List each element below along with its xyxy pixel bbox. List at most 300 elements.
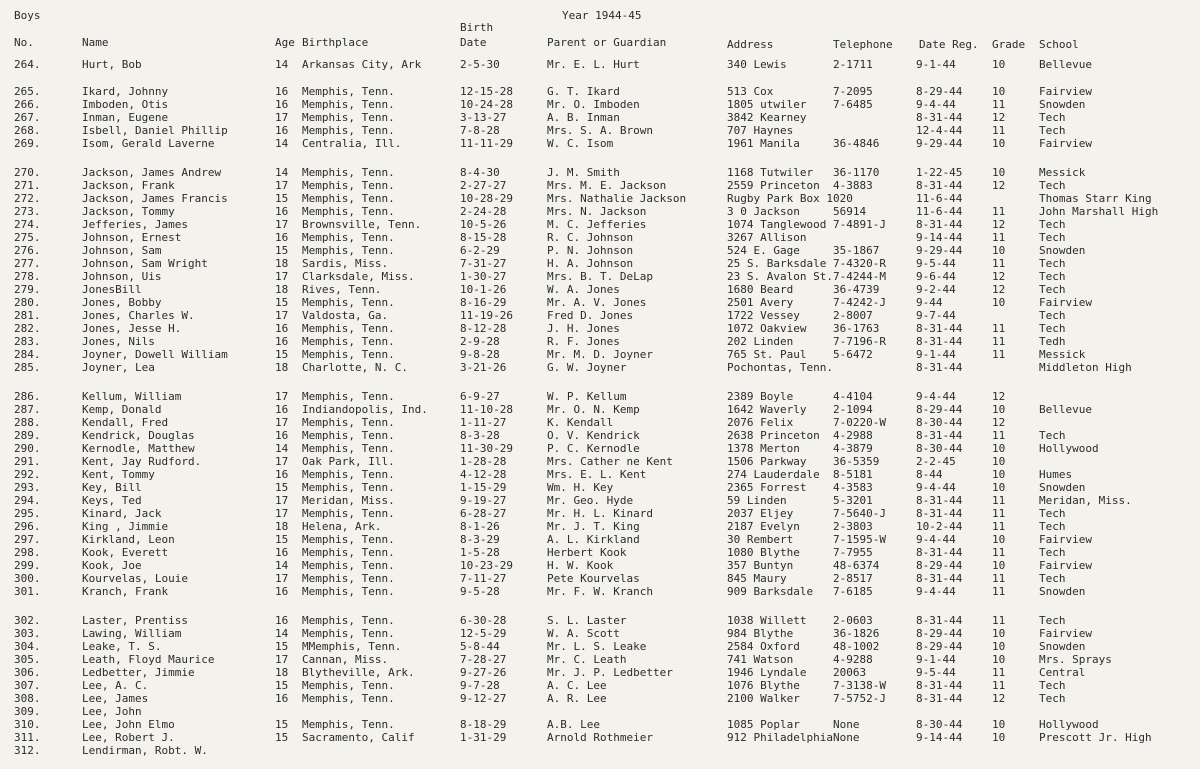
cell-age: 17 <box>275 111 289 124</box>
cell-school: Messick <box>1039 166 1086 179</box>
cell-address: 1168 Tutwiler <box>727 166 814 179</box>
cell-telephone: 4-2988 <box>833 429 873 442</box>
cell-parent: S. L. Laster <box>547 614 627 627</box>
cell-parent: Mr. Geo. Hyde <box>547 494 634 507</box>
cell-age: 14 <box>275 627 289 640</box>
col-no: No. <box>14 36 34 49</box>
cell-birthplace: Oak Park, Ill. <box>302 455 395 468</box>
cell-no: 286. <box>14 390 41 403</box>
cell-parent: Herbert Kook <box>547 546 627 559</box>
cell-school: Snowden <box>1039 640 1086 653</box>
cell-no: 281. <box>14 309 41 322</box>
year-title: Year 1944-45 <box>562 9 642 22</box>
cell-address: 3842 Kearney <box>727 111 807 124</box>
cell-address: 3267 Allison <box>727 231 807 244</box>
cell-telephone: 7-4244-M <box>833 270 886 283</box>
cell-parent: M. C. Jefferies <box>547 218 647 231</box>
cell-age: 17 <box>275 572 289 585</box>
cell-age: 16 <box>275 231 289 244</box>
cell-address: 1074 Tanglewood <box>727 218 827 231</box>
cell-date-reg: 8-31-44 <box>916 692 963 705</box>
cell-date-reg: 9-6-44 <box>916 270 956 283</box>
cell-birth-date: 6-28-27 <box>460 507 507 520</box>
cell-parent: G. W. Joyner <box>547 361 627 374</box>
cell-age: 18 <box>275 520 289 533</box>
cell-grade: 12 <box>992 283 1006 296</box>
cell-parent: Mr. O. Imboden <box>547 98 640 111</box>
cell-birth-date: 4-12-28 <box>460 468 507 481</box>
cell-grade: 11 <box>992 257 1006 270</box>
cell-school: Humes <box>1039 468 1073 481</box>
cell-birthplace: Memphis, Tenn. <box>302 85 395 98</box>
cell-no: 303. <box>14 627 41 640</box>
cell-grade: 10 <box>992 468 1006 481</box>
cell-parent: Arnold Rothmeier <box>547 731 653 744</box>
cell-parent: A.B. Lee <box>547 718 600 731</box>
cell-no: 278. <box>14 270 41 283</box>
cell-no: 289. <box>14 429 41 442</box>
cell-date-reg: 8-31-44 <box>916 179 963 192</box>
cell-telephone: 20063 <box>833 666 867 679</box>
cell-school: Hollywood <box>1039 718 1099 731</box>
cell-telephone: 4-3583 <box>833 481 873 494</box>
cell-no: 288. <box>14 416 41 429</box>
cell-name: Jones, Bobby <box>82 296 162 309</box>
cell-school: Tech <box>1039 309 1066 322</box>
cell-telephone: 48-6374 <box>833 559 880 572</box>
cell-birthplace: Rives, Tenn. <box>302 283 382 296</box>
cell-age: 16 <box>275 98 289 111</box>
cell-age: 15 <box>275 533 289 546</box>
cell-birth-date: 6-30-28 <box>460 614 507 627</box>
table-row <box>0 693 1200 706</box>
cell-birth-date: 10-28-29 <box>460 192 513 205</box>
cell-school: Hollywood <box>1039 442 1099 455</box>
cell-school: Tech <box>1039 270 1066 283</box>
cell-birth-date: 3-21-26 <box>460 361 507 374</box>
cell-age: 16 <box>275 322 289 335</box>
cell-birth-date: 8-3-28 <box>460 429 500 442</box>
cell-grade: 11 <box>992 666 1006 679</box>
cell-no: 277. <box>14 257 41 270</box>
cell-grade: 11 <box>992 348 1006 361</box>
col-address: Address <box>727 38 774 51</box>
cell-school: Thomas Starr King <box>1039 192 1152 205</box>
cell-birth-date: 9-5-28 <box>460 585 500 598</box>
cell-date-reg: 9-4-44 <box>916 98 956 111</box>
cell-school: Tech <box>1039 546 1066 559</box>
cell-telephone: 48-1002 <box>833 640 880 653</box>
cell-telephone: 2-8517 <box>833 572 873 585</box>
col-birth-date: Date <box>460 36 487 49</box>
cell-parent: Mr. A. V. Jones <box>547 296 647 309</box>
cell-name: Lawing, William <box>82 627 182 640</box>
cell-age: 16 <box>275 429 289 442</box>
cell-grade: 10 <box>992 731 1006 744</box>
cell-birth-date: 9-19-27 <box>460 494 507 507</box>
cell-school: Tech <box>1039 257 1066 270</box>
cell-name: Lee, Robert J. <box>82 731 175 744</box>
cell-no: 271. <box>14 179 41 192</box>
cell-no: 295. <box>14 507 41 520</box>
cell-birthplace: Indiandopolis, Ind. <box>302 403 428 416</box>
cell-birth-date: 2-5-30 <box>460 58 500 71</box>
cell-date-reg: 9-4-44 <box>916 585 956 598</box>
cell-age: 18 <box>275 361 289 374</box>
cell-birth-date: 10-5-26 <box>460 218 507 231</box>
cell-parent: O. V. Kendrick <box>547 429 640 442</box>
cell-telephone: 4-3879 <box>833 442 873 455</box>
cell-parent: Mrs. S. A. Brown <box>547 124 653 137</box>
col-grade: Grade <box>992 38 1026 51</box>
cell-school: Bellevue <box>1039 403 1092 416</box>
cell-name: Jones, Jesse H. <box>82 322 182 335</box>
cell-birth-date: 9-27-26 <box>460 666 507 679</box>
cell-telephone: 4-3883 <box>833 179 873 192</box>
cell-age: 14 <box>275 58 289 71</box>
cell-telephone: 7-1595-W <box>833 533 886 546</box>
cell-school: Mrs. Sprays <box>1039 653 1112 666</box>
cell-date-reg: 9-5-44 <box>916 666 956 679</box>
cell-age: 15 <box>275 296 289 309</box>
cell-telephone: 36-4846 <box>833 137 880 150</box>
cell-date-reg: 8-30-44 <box>916 442 963 455</box>
cell-age: 17 <box>275 179 289 192</box>
cell-parent: K. Kendall <box>547 416 614 429</box>
cell-no: 266. <box>14 98 41 111</box>
cell-parent: Mr. M. D. Joyner <box>547 348 653 361</box>
cell-no: 308. <box>14 692 41 705</box>
cell-age: 15 <box>275 481 289 494</box>
cell-grade: 11 <box>992 572 1006 585</box>
cell-grade: 10 <box>992 627 1006 640</box>
cell-name: Kook, Everett <box>82 546 169 559</box>
cell-grade: 10 <box>992 640 1006 653</box>
cell-school: Fairview <box>1039 85 1092 98</box>
cell-date-reg: 9-14-44 <box>916 731 963 744</box>
cell-no: 270. <box>14 166 41 179</box>
cell-no: 272. <box>14 192 41 205</box>
cell-address: 2559 Princeton <box>727 179 820 192</box>
cell-birthplace: Memphis, Tenn. <box>302 244 395 257</box>
cell-birthplace: Memphis, Tenn. <box>302 572 395 585</box>
cell-name: Kirkland, Leon <box>82 533 175 546</box>
cell-birth-date: 10-23-29 <box>460 559 513 572</box>
cell-name: Jackson, Frank <box>82 179 175 192</box>
cell-no: 300. <box>14 572 41 585</box>
cell-parent: G. T. Ikard <box>547 85 620 98</box>
cell-school: Messick <box>1039 348 1086 361</box>
cell-name: Laster, Prentiss <box>82 614 188 627</box>
cell-birthplace: Memphis, Tenn. <box>302 614 395 627</box>
cell-birthplace: Memphis, Tenn. <box>302 124 395 137</box>
cell-no: 294. <box>14 494 41 507</box>
cell-name: JonesBill <box>82 283 142 296</box>
cell-name: Joyner, Dowell William <box>82 348 228 361</box>
cell-age: 18 <box>275 283 289 296</box>
cell-grade: 12 <box>992 692 1006 705</box>
cell-grade: 10 <box>992 58 1006 71</box>
cell-parent: A. C. Lee <box>547 679 607 692</box>
cell-birth-date: 11-19-26 <box>460 309 513 322</box>
cell-birthplace: Memphis, Tenn. <box>302 442 395 455</box>
cell-grade: 11 <box>992 614 1006 627</box>
cell-telephone: 7-6185 <box>833 585 873 598</box>
cell-telephone: 35-1867 <box>833 244 880 257</box>
cell-telephone: 7-5752-J <box>833 692 886 705</box>
cell-grade: 10 <box>992 653 1006 666</box>
cell-name: Kent, Tommy <box>82 468 155 481</box>
cell-date-reg: 11-6-44 <box>916 192 963 205</box>
cell-no: 269. <box>14 137 41 150</box>
table-row <box>0 362 1200 375</box>
cell-age: 16 <box>275 85 289 98</box>
cell-birth-date: 8-16-29 <box>460 296 507 309</box>
cell-no: 299. <box>14 559 41 572</box>
cell-birthplace: Helena, Ark. <box>302 520 382 533</box>
cell-birthplace: Memphis, Tenn. <box>302 205 395 218</box>
cell-no: 310. <box>14 718 41 731</box>
cell-age: 16 <box>275 614 289 627</box>
cell-age: 16 <box>275 585 289 598</box>
cell-parent: Mrs. E. L. Kent <box>547 468 647 481</box>
cell-school: Fairview <box>1039 559 1092 572</box>
cell-date-reg: 9-2-44 <box>916 283 956 296</box>
cell-birth-date: 8-3-29 <box>460 533 500 546</box>
cell-school: Tech <box>1039 572 1066 585</box>
cell-school: Fairview <box>1039 137 1092 150</box>
cell-age: 14 <box>275 166 289 179</box>
cell-birth-date: 8-4-30 <box>460 166 500 179</box>
cell-no: 306. <box>14 666 41 679</box>
cell-no: 285. <box>14 361 41 374</box>
cell-telephone: 7-5640-J <box>833 507 886 520</box>
cell-grade: 11 <box>992 335 1006 348</box>
cell-grade: 11 <box>992 429 1006 442</box>
cell-birthplace: Memphis, Tenn. <box>302 546 395 559</box>
cell-parent: W. P. Kellum <box>547 390 627 403</box>
cell-grade: 10 <box>992 442 1006 455</box>
cell-parent: Mr. L. S. Leake <box>547 640 647 653</box>
cell-date-reg: 9-4-44 <box>916 533 956 546</box>
cell-address: 274 Lauderdale <box>727 468 820 481</box>
cell-name: Kemp, Donald <box>82 403 162 416</box>
cell-grade: 10 <box>992 559 1006 572</box>
cell-name: Kook, Joe <box>82 559 142 572</box>
cell-school: Bellevue <box>1039 58 1092 71</box>
cell-school: Snowden <box>1039 244 1086 257</box>
cell-name: Kernodle, Matthew <box>82 442 195 455</box>
cell-name: Inman, Eugene <box>82 111 169 124</box>
cell-date-reg: 8-31-44 <box>916 572 963 585</box>
cell-name: Jones, Charles W. <box>82 309 195 322</box>
cell-date-reg: 8-29-44 <box>916 627 963 640</box>
cell-no: 264. <box>14 58 41 71</box>
cell-telephone: 36-1826 <box>833 627 880 640</box>
cell-birth-date: 8-1-26 <box>460 520 500 533</box>
cell-no: 284. <box>14 348 41 361</box>
cell-date-reg: 8-31-44 <box>916 614 963 627</box>
cell-date-reg: 8-31-44 <box>916 494 963 507</box>
cell-date-reg: 8-31-44 <box>916 335 963 348</box>
cell-birthplace: Charlotte, N. C. <box>302 361 408 374</box>
cell-address: 909 Barksdale <box>727 585 814 598</box>
cell-parent: A. L. Kirkland <box>547 533 640 546</box>
cell-birth-date: 5-8-44 <box>460 640 500 653</box>
cell-birth-date: 11-11-29 <box>460 137 513 150</box>
cell-birthplace: Centralia, Ill. <box>302 137 402 150</box>
cell-address: 513 Cox <box>727 85 774 98</box>
cell-date-reg: 9-1-44 <box>916 58 956 71</box>
cell-address: 845 Maury <box>727 572 787 585</box>
cell-no: 312. <box>14 744 41 757</box>
cell-telephone: 7-4242-J <box>833 296 886 309</box>
cell-address: 2187 Evelyn <box>727 520 800 533</box>
cell-telephone: None <box>833 731 860 744</box>
cell-birth-date: 9-7-28 <box>460 679 500 692</box>
cell-grade: 11 <box>992 679 1006 692</box>
cell-no: 287. <box>14 403 41 416</box>
cell-school: Tech <box>1039 322 1066 335</box>
cell-birth-date: 1-15-29 <box>460 481 507 494</box>
cell-no: 292. <box>14 468 41 481</box>
cell-no: 279. <box>14 283 41 296</box>
cell-name: Lee, James <box>82 692 149 705</box>
cell-telephone: 7-7955 <box>833 546 873 559</box>
cell-school: Fairview <box>1039 296 1092 309</box>
cell-name: Jackson, James Francis <box>82 192 228 205</box>
cell-date-reg: 9-29-44 <box>916 244 963 257</box>
cell-parent: P. N. Johnson <box>547 244 634 257</box>
cell-no: 276. <box>14 244 41 257</box>
cell-no: 290. <box>14 442 41 455</box>
cell-parent: Pete Kourvelas <box>547 572 640 585</box>
cell-parent: Mr. F. W. Kranch <box>547 585 653 598</box>
cell-birth-date: 2-24-28 <box>460 205 507 218</box>
cell-grade: 11 <box>992 98 1006 111</box>
cell-parent: H. W. Kook <box>547 559 614 572</box>
cell-telephone: 2-1094 <box>833 403 873 416</box>
cell-name: Kinard, Jack <box>82 507 162 520</box>
cell-birth-date: 1-28-28 <box>460 455 507 468</box>
cell-birthplace: Memphis, Tenn. <box>302 627 395 640</box>
cell-grade: 10 <box>992 718 1006 731</box>
cell-birthplace: Sardis, Miss. <box>302 257 389 270</box>
cell-birthplace: Memphis, Tenn. <box>302 390 395 403</box>
col-age: Age <box>275 36 295 49</box>
cell-address: 707 Haynes <box>727 124 794 137</box>
cell-name: King , Jimmie <box>82 520 169 533</box>
cell-parent: Mr. J. P. Ledbetter <box>547 666 673 679</box>
cell-birthplace: Blytheville, Ark. <box>302 666 415 679</box>
cell-school: Tech <box>1039 231 1066 244</box>
cell-date-reg: 8-31-44 <box>916 111 963 124</box>
cell-no: 297. <box>14 533 41 546</box>
cell-date-reg: 8-29-44 <box>916 403 963 416</box>
cell-birthplace: Memphis, Tenn. <box>302 507 395 520</box>
cell-address: 25 S. Barksdale <box>727 257 827 270</box>
cell-parent: A. B. Inman <box>547 111 620 124</box>
cell-birth-date: 7-31-27 <box>460 257 507 270</box>
cell-grade: 11 <box>992 546 1006 559</box>
cell-parent: Fred D. Jones <box>547 309 634 322</box>
cell-age: 17 <box>275 653 289 666</box>
cell-date-reg: 9-1-44 <box>916 653 956 666</box>
cell-address: 3 0 Jackson <box>727 205 800 218</box>
cell-address: 23 S. Avalon St. <box>727 270 833 283</box>
col-birthplace: Birthplace <box>302 36 369 49</box>
cell-age: 16 <box>275 335 289 348</box>
cell-name: Leake, T. S. <box>82 640 162 653</box>
cell-grade: 10 <box>992 481 1006 494</box>
cell-parent: Wm. H. Key <box>547 481 614 494</box>
cell-telephone: 4-4104 <box>833 390 873 403</box>
cell-school: Tech <box>1039 179 1066 192</box>
cell-birth-date: 11-30-29 <box>460 442 513 455</box>
cell-birth-date: 10-24-28 <box>460 98 513 111</box>
cell-address: 2365 Forrest <box>727 481 807 494</box>
cell-parent: Mrs. B. T. DeLap <box>547 270 653 283</box>
cell-birthplace: Brownsville, Tenn. <box>302 218 422 231</box>
cell-telephone: 5-3201 <box>833 494 873 507</box>
cell-telephone: 2-1711 <box>833 58 873 71</box>
cell-date-reg: 8-31-44 <box>916 361 963 374</box>
cell-no: 280. <box>14 296 41 309</box>
col-parent: Parent or Guardian <box>547 36 667 49</box>
cell-birthplace: Arkansas City, Ark <box>302 58 422 71</box>
cell-grade: 12 <box>992 416 1006 429</box>
cell-parent: H. A. Johnson <box>547 257 634 270</box>
cell-parent: Mr. H. L. Kinard <box>547 507 653 520</box>
cell-date-reg: 9-4-44 <box>916 390 956 403</box>
col-telephone: Telephone <box>833 38 893 51</box>
cell-name: Johnson, Uis <box>82 270 162 283</box>
cell-telephone: 7-4320-R <box>833 257 886 270</box>
cell-age: 16 <box>275 546 289 559</box>
cell-address: 357 Buntyn <box>727 559 794 572</box>
cell-no: 291. <box>14 455 41 468</box>
cell-no: 293. <box>14 481 41 494</box>
cell-grade: 10 <box>992 296 1006 309</box>
cell-telephone: 7-3138-W <box>833 679 886 692</box>
cell-age: 17 <box>275 494 289 507</box>
cell-school: Fairview <box>1039 533 1092 546</box>
cell-birthplace: Memphis, Tenn. <box>302 585 395 598</box>
cell-date-reg: 8-31-44 <box>916 507 963 520</box>
cell-school: Prescott Jr. High <box>1039 731 1152 744</box>
cell-birth-date: 11-10-28 <box>460 403 513 416</box>
cell-telephone: 56914 <box>833 205 867 218</box>
cell-date-reg: 9-44 <box>916 296 943 309</box>
cell-parent: J. H. Jones <box>547 322 620 335</box>
cell-address: Pochontas, Tenn. <box>727 361 833 374</box>
cell-school: Snowden <box>1039 481 1086 494</box>
cell-grade: 11 <box>992 205 1006 218</box>
cell-address: 2076 Felix <box>727 416 794 429</box>
cell-age: 15 <box>275 640 289 653</box>
boys-label: Boys <box>14 9 41 22</box>
cell-address: 59 Linden <box>727 494 787 507</box>
cell-birthplace: Valdosta, Ga. <box>302 309 389 322</box>
cell-address: 524 E. Gage <box>727 244 800 257</box>
cell-age: 18 <box>275 666 289 679</box>
cell-birthplace: Memphis, Tenn. <box>302 322 395 335</box>
cell-birth-date: 1-5-28 <box>460 546 500 559</box>
cell-birthplace: MMemphis, Tenn. <box>302 640 402 653</box>
cell-birthplace: Memphis, Tenn. <box>302 533 395 546</box>
cell-birthplace: Memphis, Tenn. <box>302 416 395 429</box>
cell-date-reg: 8-44 <box>916 468 943 481</box>
